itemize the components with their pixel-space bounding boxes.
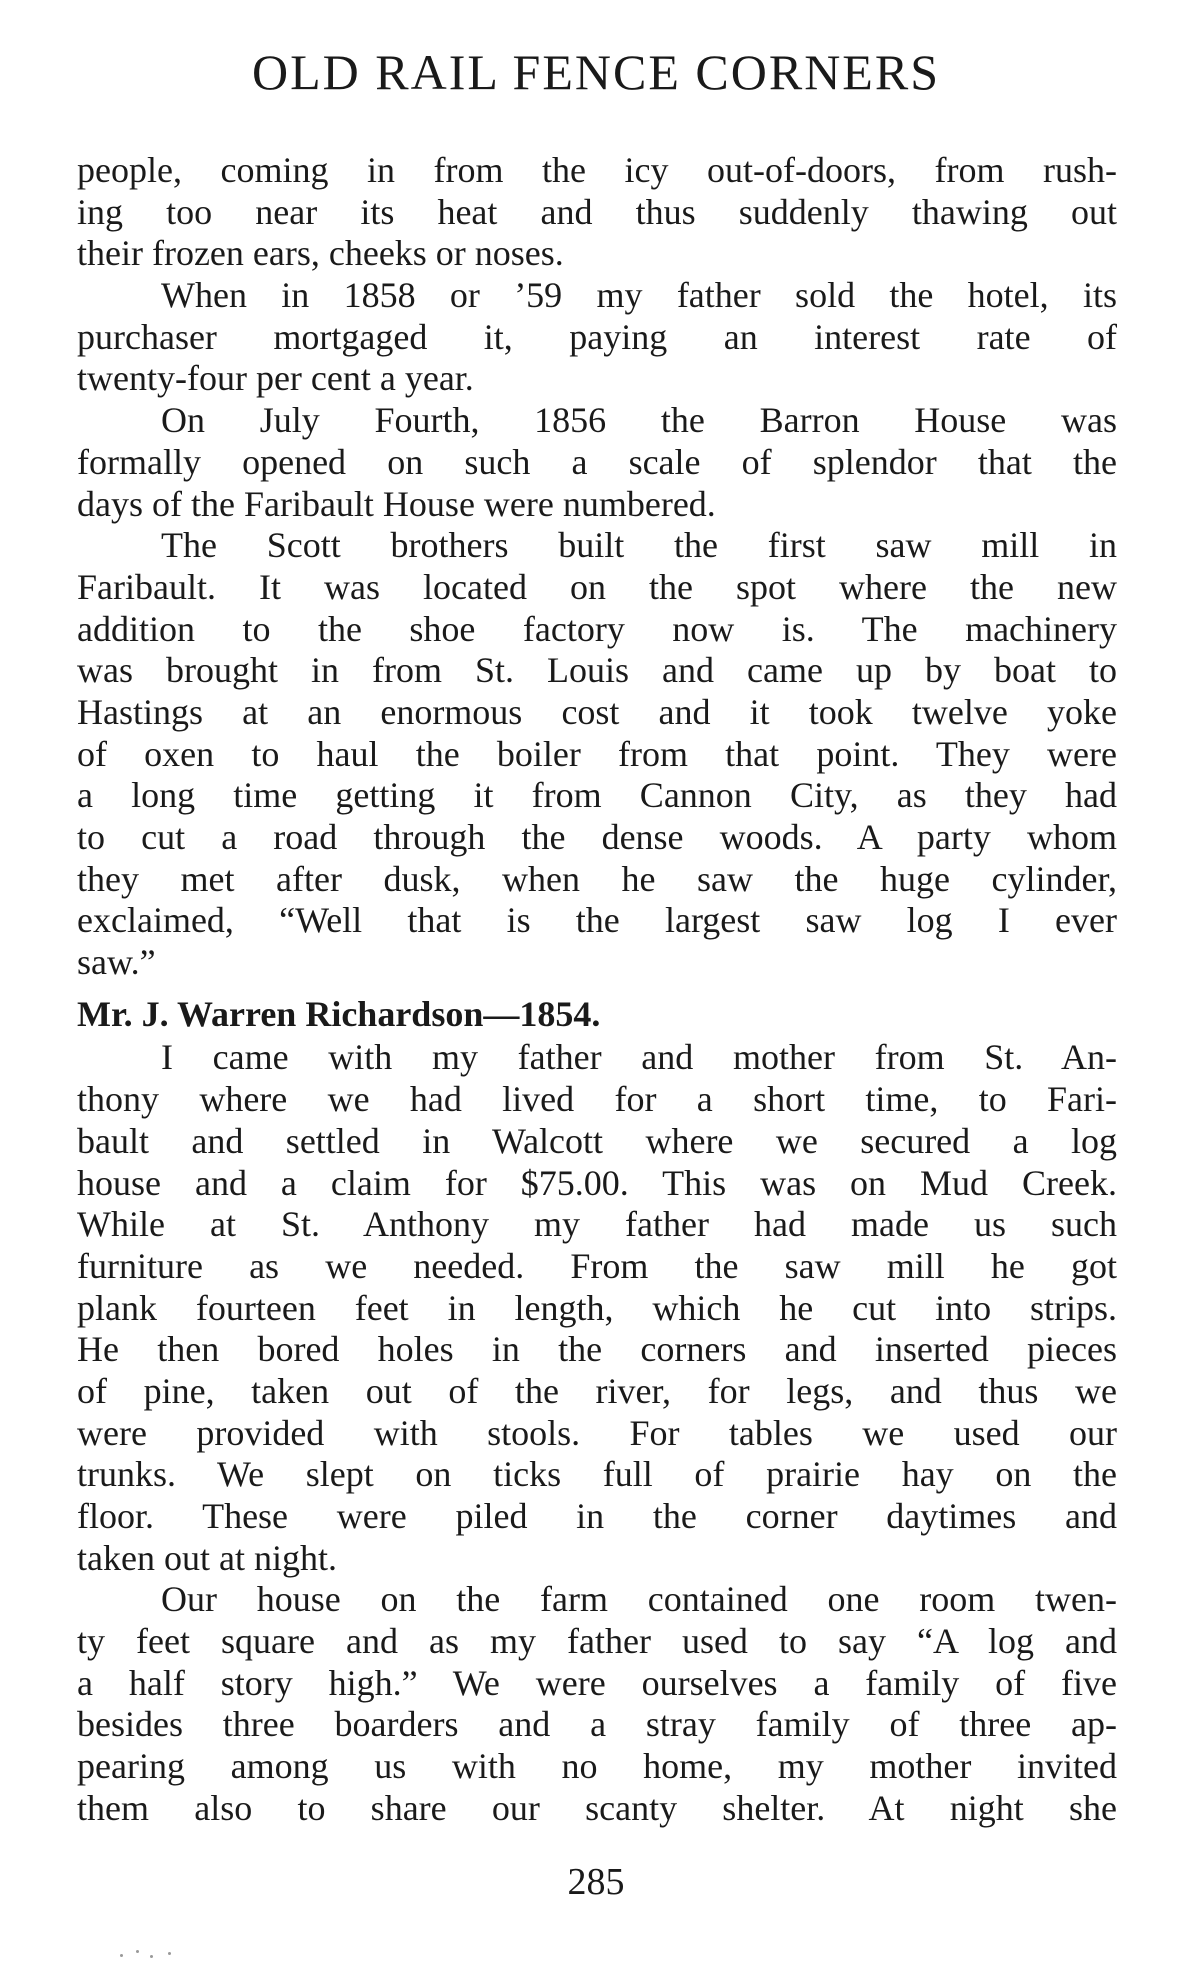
text-line: days of the Faribault House were numbered. [77,483,716,524]
text-line: besides three boarders and a stray family of three ap- [77,1704,1117,1745]
text-line: thony where we had lived for a short time, to Fari- [77,1079,1117,1120]
text-line: furniture as we needed. From the saw mill he got [77,1245,1117,1286]
body-text [77,150,1117,1830]
text-line: plank fourteen feet in length, which he cut into strips. [77,1287,1117,1328]
speck [168,1952,171,1955]
text-line: of oxen to haul the boiler from that point. They were [77,733,1117,774]
text-line: formally opened on such a scale of splendor that the [77,441,1117,482]
section-heading: Mr. J. Warren Richardson—1854. [77,993,601,1034]
text-line: was brought in from St. Louis and came up by boat to [77,650,1117,691]
text-line: saw.” [77,942,156,983]
text-line: a half story high.” We were ourselves a family of five [77,1662,1117,1703]
text-line: He then bored holes in the corners and inserted pieces [77,1329,1117,1370]
text-line: ty feet square and as my father used to say “A log and [77,1621,1117,1662]
text-line: When in 1858 or ’59 my father sold the hotel, its [161,275,1117,316]
text-line: On July Fourth, 1856 the Barron House was [161,400,1117,441]
text-line: The Scott brothers built the first saw mill in [161,525,1117,566]
text-line: house and a claim for $75.00. This was on Mud Creek. [77,1162,1117,1203]
text-line: twenty-four per cent a year. [77,358,474,399]
text-line: trunks. We slept on ticks full of prairie hay on the [77,1454,1117,1495]
speck [120,1954,123,1957]
speck [136,1950,139,1953]
page-number: 285 [567,1861,625,1903]
text-line: they met after dusk, when he saw the huge cylinder, [77,858,1117,899]
text-line: floor. These were piled in the corner daytimes and [77,1496,1117,1536]
text-line: a long time getting it from Cannon City, as they had [77,775,1117,816]
text-line: I came with my father and mother from St. An- [161,1037,1117,1078]
text-line: bault and settled in Walcott where we secured a log [77,1120,1117,1161]
text-line: exclaimed, “Well that is the largest saw log I ever [77,900,1117,941]
text-line: of pine, taken out of the river, for legs, and thus we [77,1370,1117,1411]
text-line: were provided with stools. For tables we used our [77,1412,1117,1453]
text-line: While at St. Anthony my father had made us such [77,1204,1117,1245]
text-line: their frozen ears, cheeks or noses. [77,233,564,274]
text-line: pearing among us with no home, my mother invited [77,1746,1117,1787]
print-specks [120,1948,180,1960]
text-line: people, coming in from the icy out-of-doors, from rush- [77,150,1117,190]
text-line: ing too near its heat and thus suddenly thawing out [77,191,1117,232]
text-line: them also to share our scanty shelter. At night she [77,1787,1117,1828]
text-line: Our house on the farm contained one room twen- [161,1579,1117,1620]
text-line: to cut a road through the dense woods. A party whom [77,817,1117,857]
text-line: Hastings at an enormous cost and it took twelve yoke [77,691,1117,732]
text-line: taken out at night. [77,1537,337,1578]
text-line: addition to the shoe factory now is. The machinery [77,608,1117,649]
text-line: Faribault. It was located on the spot where the new [77,566,1117,607]
running-head: OLD RAIL FENCE CORNERS [251,44,941,100]
text-line: purchaser mortgaged it, paying an interest rate of [77,316,1117,357]
speck [150,1955,153,1958]
